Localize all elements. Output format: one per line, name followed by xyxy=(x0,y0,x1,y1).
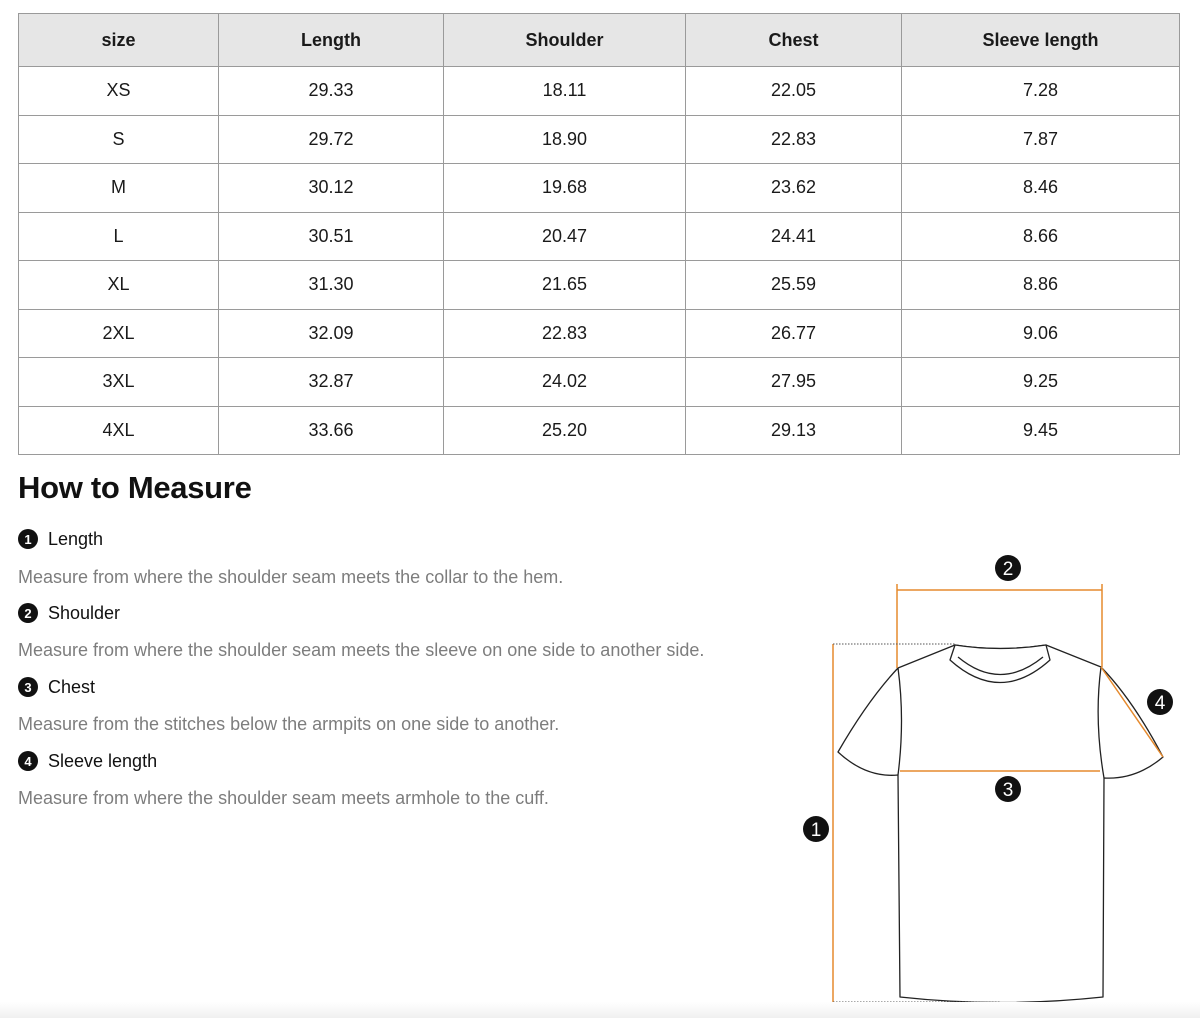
measure-item-sleeve-length-title xyxy=(18,750,157,772)
measure-item-label: Chest xyxy=(48,676,96,697)
cell-chest: 24.41 xyxy=(686,212,902,261)
how-to-measure-heading: How to Measure xyxy=(18,470,252,505)
cell-sleeve-length: 8.46 xyxy=(902,164,1180,213)
cell-length: 32.09 xyxy=(219,309,444,358)
size-chart-table xyxy=(18,13,1180,455)
tshirt-outline xyxy=(838,645,1163,1003)
measure-item-shoulder-title xyxy=(18,602,120,624)
table-row xyxy=(19,212,1180,261)
cell-sleeve-length: 9.06 xyxy=(902,309,1180,358)
header-length: Length xyxy=(219,14,444,67)
measure-item-chest-title xyxy=(18,676,95,698)
number-3-badge-icon: 3 xyxy=(18,677,38,697)
cell-shoulder: 19.68 xyxy=(444,164,686,213)
cell-chest: 22.05 xyxy=(686,67,902,116)
cell-sleeve-length: 9.25 xyxy=(902,358,1180,407)
measure-item-description: Measure from where the shoulder seam meets the collar to the hem. xyxy=(18,567,564,587)
cell-shoulder: 20.47 xyxy=(444,212,686,261)
table-row xyxy=(19,261,1180,310)
header-chest: Chest xyxy=(686,14,902,67)
measure-item-label: Sleeve length xyxy=(48,750,158,771)
marker-2-label: 2 xyxy=(1002,559,1014,580)
measure-item-description: Measure from where the shoulder seam meets the sleeve on one side to another side. xyxy=(18,640,705,660)
measure-item-description: Measure from the stitches below the armpits on one side to another. xyxy=(18,714,560,734)
cell-size: M xyxy=(19,164,219,213)
cell-sleeve-length: 7.28 xyxy=(902,67,1180,116)
cell-size: 4XL xyxy=(19,406,219,455)
cell-size: XS xyxy=(19,67,219,116)
cell-shoulder: 24.02 xyxy=(444,358,686,407)
cell-sleeve-length: 8.66 xyxy=(902,212,1180,261)
marker-1-label: 1 xyxy=(810,820,822,841)
table-row xyxy=(19,309,1180,358)
cell-size: 3XL xyxy=(19,358,219,407)
cell-length: 30.12 xyxy=(219,164,444,213)
number-2-badge-icon: 2 xyxy=(18,603,38,623)
cell-shoulder: 21.65 xyxy=(444,261,686,310)
cell-length: 30.51 xyxy=(219,212,444,261)
cell-length: 29.33 xyxy=(219,67,444,116)
cell-chest: 29.13 xyxy=(686,406,902,455)
tshirt-measurement-icon xyxy=(790,540,1190,1010)
cell-sleeve-length: 7.87 xyxy=(902,115,1180,164)
cell-chest: 23.62 xyxy=(686,164,902,213)
header-size: size xyxy=(19,14,219,67)
cell-shoulder: 18.11 xyxy=(444,67,686,116)
number-4-badge-icon: 4 xyxy=(18,751,38,771)
table-row xyxy=(19,358,1180,407)
marker-3-label: 3 xyxy=(1002,780,1014,801)
cell-shoulder: 22.83 xyxy=(444,309,686,358)
cell-length: 31.30 xyxy=(219,261,444,310)
cell-size: L xyxy=(19,212,219,261)
header-shoulder: Shoulder xyxy=(444,14,686,67)
cell-sleeve-length: 9.45 xyxy=(902,406,1180,455)
marker-4-label: 4 xyxy=(1154,693,1166,714)
table-row xyxy=(19,115,1180,164)
bottom-edge-shadow xyxy=(0,1002,1200,1018)
cell-shoulder: 25.20 xyxy=(444,406,686,455)
measure-item-description: Measure from where the shoulder seam meets armhole to the cuff. xyxy=(18,788,549,808)
cell-size: XL xyxy=(19,261,219,310)
table-header-row xyxy=(19,14,1180,67)
number-1-badge-icon: 1 xyxy=(18,529,38,549)
cell-chest: 25.59 xyxy=(686,261,902,310)
header-sleeve-length: Sleeve length xyxy=(902,14,1180,67)
cell-length: 32.87 xyxy=(219,358,444,407)
measure-item-label: Shoulder xyxy=(48,602,121,623)
cell-size: S xyxy=(19,115,219,164)
cell-shoulder: 18.90 xyxy=(444,115,686,164)
cell-length: 33.66 xyxy=(219,406,444,455)
cell-size: 2XL xyxy=(19,309,219,358)
table-row xyxy=(19,67,1180,116)
cell-chest: 26.77 xyxy=(686,309,902,358)
measure-item-length-title xyxy=(18,528,103,550)
cell-length: 29.72 xyxy=(219,115,444,164)
table-row xyxy=(19,406,1180,455)
cell-sleeve-length: 8.86 xyxy=(902,261,1180,310)
measure-item-label: Length xyxy=(48,528,104,549)
cell-chest: 27.95 xyxy=(686,358,902,407)
table-row xyxy=(19,164,1180,213)
cell-chest: 22.83 xyxy=(686,115,902,164)
